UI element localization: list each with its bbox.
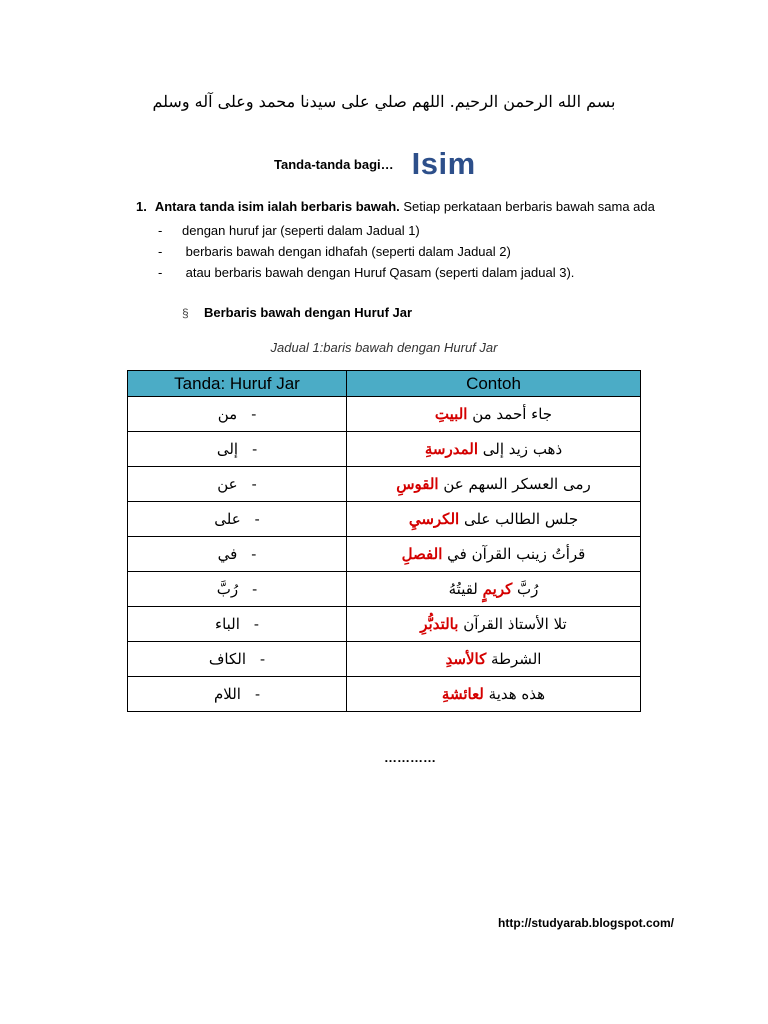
list-item-text: atau berbaris bawah dengan Huruf Qasam (seperti dalam jadual 3). xyxy=(182,265,575,280)
huruf-cell xyxy=(128,467,347,502)
contoh-cell xyxy=(347,677,641,712)
list-dash: - xyxy=(158,223,163,238)
contoh-cell xyxy=(347,572,641,607)
contoh-highlight: الكرسيِ xyxy=(408,510,460,528)
bismillah-heading: بسم الله الرحمن الرحيم. اللهم صلي على سيدنا محمد وعلى آله وسلم xyxy=(152,92,616,111)
table-row xyxy=(128,432,641,467)
ellipsis: ………… xyxy=(384,750,436,765)
sub-list xyxy=(158,220,574,283)
contoh-text: رُبَّ xyxy=(512,580,539,598)
contoh-sentence xyxy=(420,615,566,633)
contoh-sentence xyxy=(425,440,562,458)
contoh-sentence xyxy=(435,405,552,423)
huruf-dash: - xyxy=(254,685,261,703)
section-heading xyxy=(182,305,412,320)
table-row xyxy=(128,467,641,502)
table-row xyxy=(128,677,641,712)
point-rest-text: Setiap perkataan berbaris bawah sama ada xyxy=(399,199,655,214)
table-row xyxy=(128,397,641,432)
huruf-dash: - xyxy=(251,405,257,423)
table-header-row xyxy=(128,371,641,397)
huruf-dash: - xyxy=(254,510,260,528)
huruf-dash: - xyxy=(252,440,258,458)
contoh-text: تلا الأستاذ القرآن xyxy=(458,615,567,633)
table-row xyxy=(128,572,641,607)
list-item xyxy=(158,220,574,241)
list-dash: - xyxy=(158,265,163,280)
contoh-sentence xyxy=(396,475,591,493)
huruf-text: الباء xyxy=(215,615,240,633)
huruf-cell xyxy=(128,607,347,642)
section-title: Berbaris bawah dengan Huruf Jar xyxy=(204,305,413,320)
list-item xyxy=(158,241,574,262)
huruf-dash: - xyxy=(252,580,258,598)
contoh-sentence xyxy=(449,580,539,598)
huruf-cell xyxy=(128,537,347,572)
point-bold-text: Antara tanda isim ialah berbaris bawah. xyxy=(154,199,400,214)
contoh-text: ذهب زيد إلى xyxy=(477,440,563,458)
contoh-text: جاء أحمد من xyxy=(467,405,553,423)
contoh-text: هذه هدية xyxy=(483,685,546,703)
contoh-text: لقيتُهُ xyxy=(448,580,483,598)
section-bullet-icon: § xyxy=(182,306,189,320)
huruf-text: رُبَّ xyxy=(216,580,239,598)
title-row xyxy=(274,146,476,182)
huruf-dash: - xyxy=(251,545,257,563)
contoh-highlight: كريمٍ xyxy=(482,580,513,598)
huruf-dash: - xyxy=(253,615,259,633)
contoh-cell xyxy=(347,502,641,537)
isim-logo: Isim xyxy=(411,146,476,181)
contoh-sentence xyxy=(409,510,578,528)
contoh-text: رمى العسكر السهم عن xyxy=(438,475,591,493)
contoh-cell xyxy=(347,397,641,432)
huruf-dash: - xyxy=(251,475,257,493)
contoh-sentence xyxy=(402,545,586,563)
list-dash: - xyxy=(158,244,163,259)
contoh-text: قرأتُ زينب القرآن في xyxy=(442,545,586,563)
table-row xyxy=(128,607,641,642)
huruf-cell xyxy=(128,572,347,607)
contoh-highlight: المدرسةِ xyxy=(424,440,478,458)
huruf-cell xyxy=(128,502,347,537)
header-tanda: Tanda: Huruf Jar xyxy=(128,371,347,397)
contoh-cell xyxy=(347,607,641,642)
title-text: Tanda-tanda bagi… xyxy=(274,156,394,172)
huruf-jar-table xyxy=(127,370,641,712)
huruf-text: على xyxy=(214,510,241,528)
huruf-cell xyxy=(128,677,347,712)
contoh-highlight: البيتِ xyxy=(434,405,468,423)
list-item xyxy=(158,262,574,283)
contoh-highlight: لعائشةِ xyxy=(441,685,484,703)
huruf-cell xyxy=(128,642,347,677)
table-row xyxy=(128,642,641,677)
contoh-sentence xyxy=(446,650,542,668)
table-caption: Jadual 1:baris bawah dengan Huruf Jar xyxy=(270,340,498,355)
contoh-highlight: الفصلِ xyxy=(401,545,443,563)
list-item-text: dengan huruf jar (seperti dalam Jadual 1) xyxy=(182,223,420,238)
huruf-text: إلى xyxy=(216,440,239,458)
huruf-text: اللام xyxy=(213,685,241,703)
contoh-highlight: بالتدبُّرِ xyxy=(420,615,459,633)
contoh-cell xyxy=(347,642,641,677)
huruf-text: من xyxy=(217,405,238,423)
huruf-dash: - xyxy=(260,650,266,668)
contoh-text: جلس الطالب على xyxy=(459,510,579,528)
table-row xyxy=(128,537,641,572)
point-number: 1. xyxy=(136,199,147,214)
huruf-cell xyxy=(128,432,347,467)
contoh-cell xyxy=(347,537,641,572)
footer-url: http://studyarab.blogspot.com/ xyxy=(498,916,674,930)
contoh-highlight: كالأسدِ xyxy=(445,650,487,668)
contoh-cell xyxy=(347,432,641,467)
contoh-sentence xyxy=(442,685,545,703)
huruf-text: في xyxy=(217,545,238,563)
huruf-cell xyxy=(128,397,347,432)
point-1 xyxy=(136,199,655,214)
list-item-text: berbaris bawah dengan idhafah (seperti dalam Jadual 2) xyxy=(182,244,511,259)
contoh-cell xyxy=(347,467,641,502)
header-contoh: Contoh xyxy=(347,371,641,397)
contoh-text: الشرطة xyxy=(486,650,542,668)
huruf-text: الكاف xyxy=(208,650,247,668)
table-row xyxy=(128,502,641,537)
contoh-highlight: القوسِ xyxy=(396,475,439,493)
huruf-text: عن xyxy=(217,475,238,493)
